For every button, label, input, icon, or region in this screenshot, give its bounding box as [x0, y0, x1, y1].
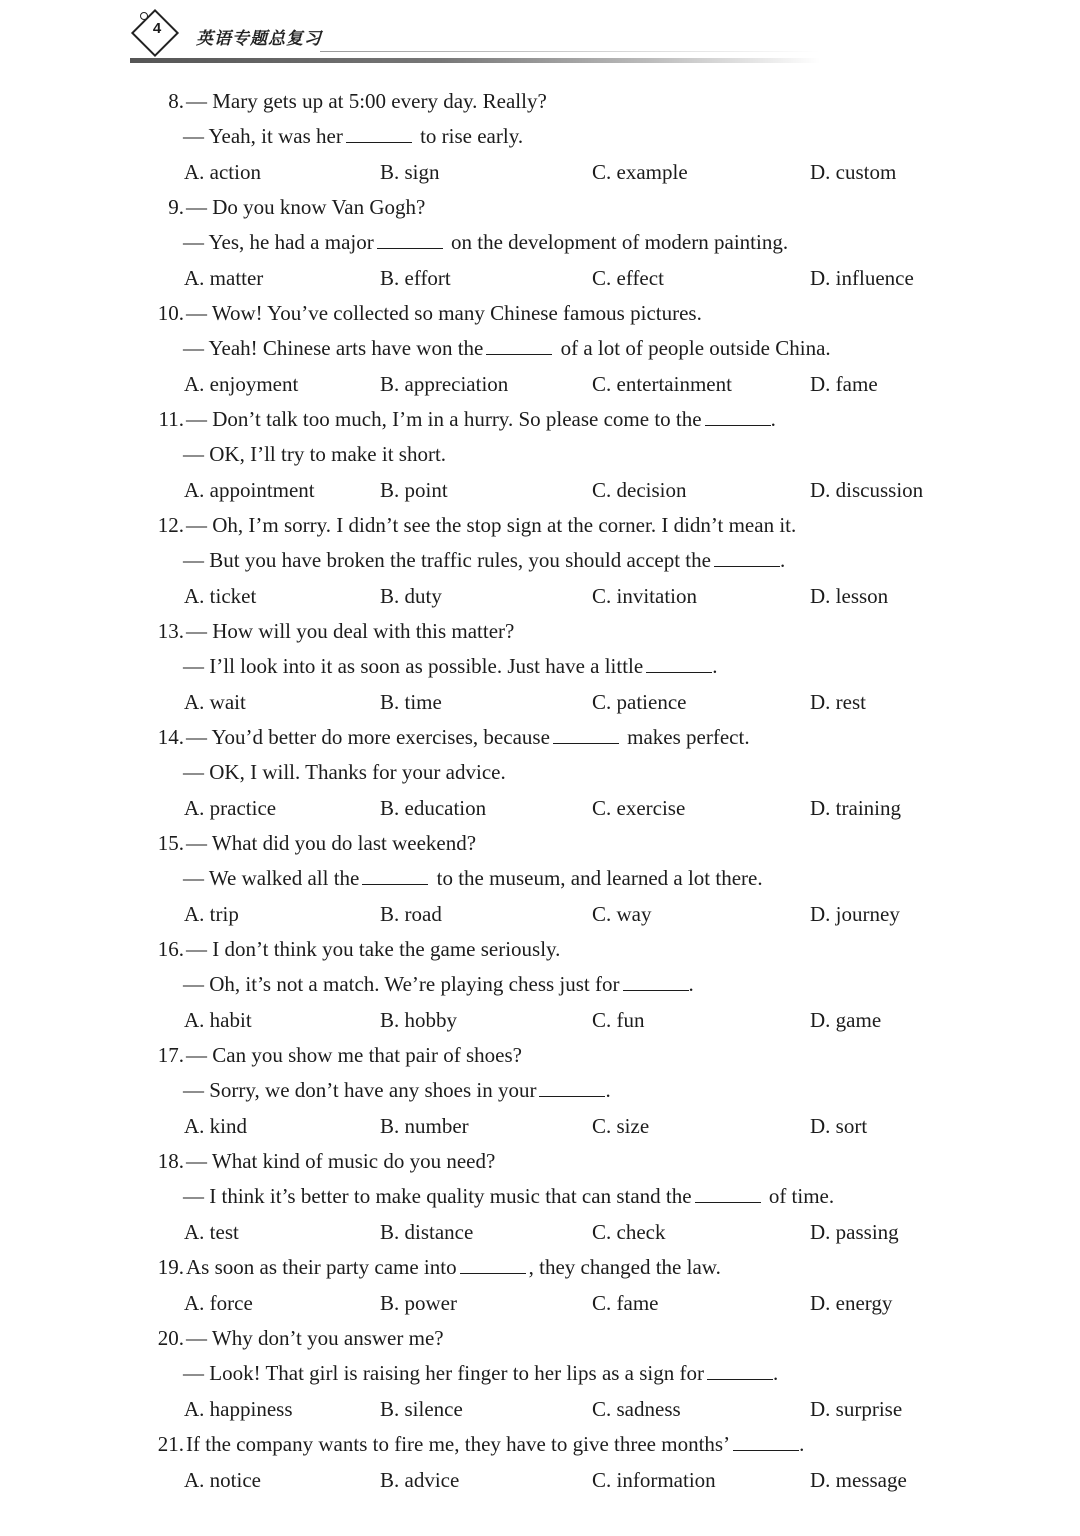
question-number: 20.: [157, 1326, 184, 1350]
answer-blank: [623, 970, 689, 991]
answer-options: [0, 1462, 1080, 1498]
answer-blank: [486, 334, 552, 355]
question-response: [0, 755, 1080, 790]
option-c: C. example: [592, 160, 688, 184]
answer-blank: [705, 405, 771, 426]
option-c: C. invitation: [592, 584, 697, 608]
option-b: B. road: [380, 902, 442, 926]
response-text: — Yeah, it was her: [183, 124, 343, 148]
question-response: [0, 1179, 1080, 1214]
option-c: C. fame: [592, 1291, 659, 1315]
response-text: — Yeah! Chinese arts have won the: [183, 336, 484, 360]
page-header: [130, 6, 830, 68]
question-number: 15.: [157, 831, 184, 855]
question-response: [0, 861, 1080, 896]
option-b: B. effort: [380, 266, 451, 290]
response-text: — I’ll look into it as soon as possible. Just have a little: [183, 654, 644, 678]
response-text: .: [773, 1361, 779, 1385]
option-d: D. rest: [810, 690, 866, 714]
prompt-text: — What did you do last weekend?: [186, 831, 477, 855]
option-b: B. silence: [380, 1397, 463, 1421]
option-a: A. happiness: [184, 1397, 293, 1421]
question-item: [0, 614, 1080, 720]
question-prompt: [0, 402, 1080, 437]
question-prompt: [0, 84, 1080, 119]
prompt-text: — Do you know Van Gogh?: [186, 195, 426, 219]
option-a: A. appointment: [184, 478, 315, 502]
answer-options: [0, 684, 1080, 720]
question-prompt: [0, 508, 1080, 543]
option-a: A. habit: [184, 1008, 252, 1032]
option-d: D. game: [810, 1008, 882, 1032]
answer-options: [0, 1391, 1080, 1427]
page-number: 4: [152, 20, 162, 37]
question-number: 21.: [157, 1432, 184, 1456]
question-list: [0, 84, 1080, 1498]
answer-options: [0, 790, 1080, 826]
option-d: D. influence: [810, 266, 914, 290]
option-a: A. action: [184, 160, 261, 184]
question-response: [0, 119, 1080, 154]
option-b: B. distance: [380, 1220, 474, 1244]
prompt-text: — Wow! You’ve collected so many Chinese famous pictures.: [186, 301, 702, 325]
answer-options: [0, 366, 1080, 402]
answer-blank: [362, 864, 428, 885]
response-text: .: [605, 1078, 611, 1102]
answer-blank: [377, 228, 443, 249]
question-response: [0, 1073, 1080, 1108]
option-a: A. enjoyment: [184, 372, 299, 396]
question-item: [0, 1038, 1080, 1144]
prompt-text: — How will you deal with this matter?: [186, 619, 515, 643]
option-b: B. time: [380, 690, 442, 714]
option-a: A. ticket: [184, 584, 257, 608]
response-text: — I think it’s better to make quality music that can stand the: [183, 1184, 692, 1208]
option-a: A. force: [184, 1291, 253, 1315]
option-b: B. hobby: [380, 1008, 458, 1032]
option-c: C. patience: [592, 690, 687, 714]
answer-options: [0, 154, 1080, 190]
response-text: — Look! That girl is raising her finger to her lips as a sign for: [183, 1361, 705, 1385]
question-number: 14.: [157, 725, 184, 749]
answer-blank: [553, 723, 619, 744]
prompt-text: , they changed the law.: [528, 1255, 721, 1279]
question-item: [0, 932, 1080, 1038]
question-item: [0, 1250, 1080, 1321]
question-item: [0, 1321, 1080, 1427]
option-b: B. number: [380, 1114, 469, 1138]
response-text: of time.: [763, 1184, 835, 1208]
question-item: [0, 1144, 1080, 1250]
question-prompt: [0, 826, 1080, 861]
question-item: [0, 84, 1080, 190]
prompt-text: makes perfect.: [621, 725, 750, 749]
question-number: 13.: [157, 619, 184, 643]
option-d: D. lesson: [810, 584, 889, 608]
option-b: B. advice: [380, 1468, 460, 1492]
question-item: [0, 402, 1080, 508]
response-text: .: [779, 548, 786, 572]
header-thin-rule: [320, 51, 820, 52]
option-a: A. practice: [184, 796, 277, 820]
option-d: D. sort: [810, 1114, 868, 1138]
question-item: [0, 508, 1080, 614]
option-c: C. entertainment: [592, 372, 732, 396]
header-title: 英语专题总复习: [196, 29, 322, 49]
response-text: — But you have broken the traffic rules, you should accept the: [183, 548, 711, 572]
response-text: on the development of modern painting.: [445, 230, 789, 254]
option-c: C. sadness: [592, 1397, 681, 1421]
option-c: C. exercise: [592, 796, 686, 820]
question-number: 18.: [157, 1149, 184, 1173]
question-item: [0, 826, 1080, 932]
question-item: [0, 190, 1080, 296]
question-response: [0, 967, 1080, 1002]
option-b: B. duty: [380, 584, 442, 608]
header-rule: [130, 58, 820, 63]
option-a: A. notice: [184, 1468, 261, 1492]
option-a: A. trip: [184, 902, 239, 926]
question-response: [0, 331, 1080, 366]
option-c: C. effect: [592, 266, 664, 290]
prompt-text: .: [799, 1432, 805, 1456]
option-c: C. check: [592, 1220, 666, 1244]
question-number: 19.: [157, 1255, 184, 1279]
question-response: [0, 1356, 1080, 1391]
answer-options: [0, 472, 1080, 508]
option-d: D. fame: [810, 372, 878, 396]
badge-dot-icon: [140, 12, 148, 20]
option-d: D. passing: [810, 1220, 899, 1244]
question-response: [0, 225, 1080, 260]
prompt-text: — What kind of music do you need?: [186, 1149, 496, 1173]
question-number: 9.: [168, 195, 184, 219]
response-text: — We walked all the: [183, 866, 360, 890]
question-prompt: [0, 614, 1080, 649]
question-prompt: [0, 190, 1080, 225]
option-d: D. discussion: [810, 478, 924, 502]
prompt-text: — You’d better do more exercises, because: [186, 725, 550, 749]
question-prompt: [0, 1427, 1080, 1462]
option-d: D. training: [810, 796, 901, 820]
answer-blank: [460, 1253, 526, 1274]
question-response: [0, 543, 1080, 578]
answer-blank: [733, 1430, 799, 1451]
option-a: A. matter: [184, 266, 264, 290]
answer-options: [0, 260, 1080, 296]
option-b: B. power: [380, 1291, 457, 1315]
prompt-text: — I don’t think you take the game seriously.: [186, 937, 561, 961]
option-b: B. appreciation: [380, 372, 509, 396]
answer-options: [0, 1285, 1080, 1321]
option-d: D. energy: [810, 1291, 893, 1315]
prompt-text: — Oh, I’m sorry. I didn’t see the stop sign at the corner. I didn’t mean it.: [186, 513, 797, 537]
answer-options: [0, 578, 1080, 614]
option-b: B. education: [380, 796, 487, 820]
answer-blank: [346, 122, 412, 143]
response-text: .: [712, 654, 718, 678]
option-c: C. decision: [592, 478, 687, 502]
prompt-text: — Mary gets up at 5:00 every day. Really?: [186, 89, 547, 113]
prompt-text: — Don’t talk too much, I’m in a hurry. So please come to the: [186, 407, 702, 431]
answer-blank: [695, 1182, 761, 1203]
answer-blank: [539, 1076, 605, 1097]
option-c: C. size: [592, 1114, 650, 1138]
option-d: D. journey: [810, 902, 900, 926]
question-item: [0, 720, 1080, 826]
prompt-text: — Why don’t you answer me?: [186, 1326, 444, 1350]
response-text: — OK, I’ll try to make it short.: [183, 442, 447, 466]
question-number: 8.: [168, 89, 184, 113]
option-a: A. test: [184, 1220, 239, 1244]
answer-blank: [714, 546, 780, 567]
question-prompt: [0, 1144, 1080, 1179]
question-prompt: [0, 1038, 1080, 1073]
option-c: C. way: [592, 902, 652, 926]
prompt-text: — Can you show me that pair of shoes?: [186, 1043, 522, 1067]
question-prompt: [0, 1250, 1080, 1285]
response-text: to rise early.: [414, 124, 524, 148]
question-number: 16.: [157, 937, 184, 961]
response-text: to the museum, and learned a lot there.: [431, 866, 763, 890]
question-prompt: [0, 932, 1080, 967]
question-prompt: [0, 720, 1080, 755]
question-item: [0, 296, 1080, 402]
question-number: 12.: [157, 513, 184, 537]
question-number: 10.: [157, 301, 184, 325]
response-text: — Yes, he had a major: [183, 230, 374, 254]
option-b: B. sign: [380, 160, 440, 184]
question-prompt: [0, 296, 1080, 331]
answer-options: [0, 1214, 1080, 1250]
option-d: D. message: [810, 1468, 907, 1492]
answer-blank: [707, 1359, 773, 1380]
question-response: [0, 437, 1080, 472]
option-c: C. fun: [592, 1008, 645, 1032]
option-b: B. point: [380, 478, 448, 502]
option-d: D. custom: [810, 160, 897, 184]
option-d: D. surprise: [810, 1397, 903, 1421]
question-response: [0, 649, 1080, 684]
response-text: of a lot of people outside China.: [555, 336, 831, 360]
question-number: 17.: [157, 1043, 184, 1067]
prompt-text: As soon as their party came into: [186, 1255, 457, 1279]
response-text: — Oh, it’s not a match. We’re playing chess just for: [183, 972, 620, 996]
answer-options: [0, 896, 1080, 932]
option-a: A. wait: [184, 690, 246, 714]
answer-options: [0, 1108, 1080, 1144]
prompt-text: .: [770, 407, 776, 431]
question-prompt: [0, 1321, 1080, 1356]
question-item: [0, 1427, 1080, 1498]
response-text: .: [688, 972, 694, 996]
answer-options: [0, 1002, 1080, 1038]
option-a: A. kind: [184, 1114, 247, 1138]
response-text: — Sorry, we don’t have any shoes in your: [183, 1078, 537, 1102]
option-c: C. information: [592, 1468, 716, 1492]
question-number: 11.: [158, 407, 184, 431]
prompt-text: If the company wants to fire me, they have to give three months’: [186, 1432, 731, 1456]
response-text: — OK, I will. Thanks for your advice.: [183, 760, 506, 784]
answer-blank: [646, 652, 712, 673]
